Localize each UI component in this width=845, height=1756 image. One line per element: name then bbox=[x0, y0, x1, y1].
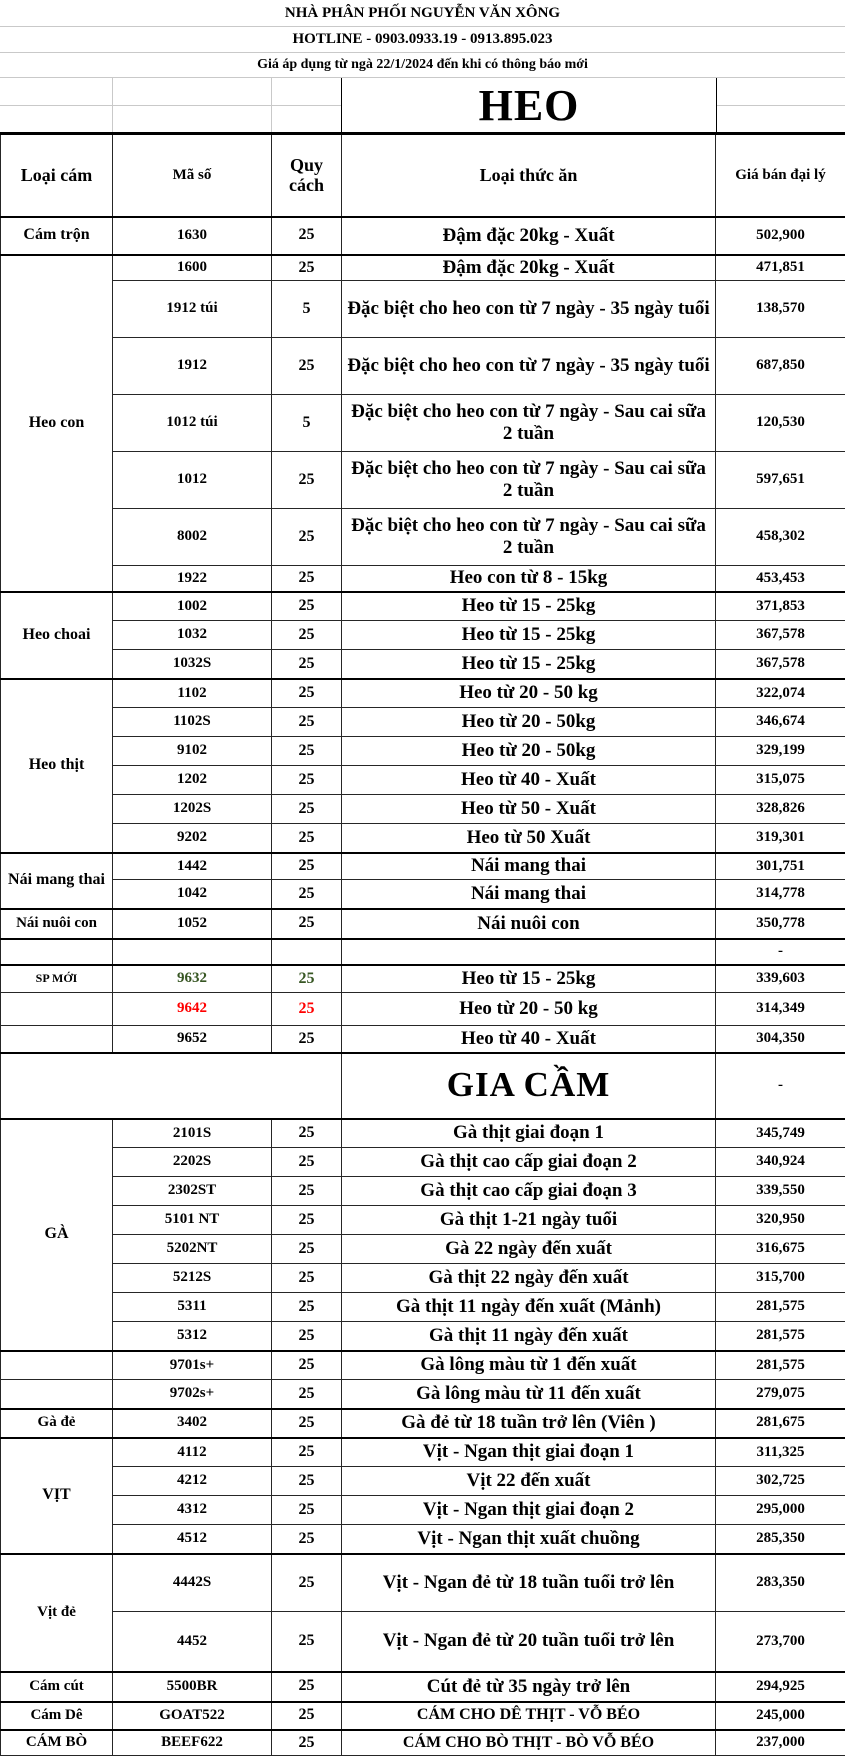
code-cell: 9202 bbox=[113, 824, 272, 853]
gridline bbox=[715, 105, 845, 106]
packaging-cell: 25 bbox=[272, 1496, 342, 1525]
code-cell: 1042 bbox=[113, 880, 272, 909]
group-cell bbox=[1, 1026, 113, 1053]
table-row bbox=[1, 993, 845, 1026]
feed-name-cell: Heo từ 20 - 50 kg bbox=[342, 679, 716, 708]
table-row bbox=[1, 965, 845, 993]
table-row bbox=[1, 1409, 845, 1438]
feed-name-cell: Đặc biệt cho heo con từ 7 ngày - Sau cai sữa 2 tuần bbox=[342, 509, 716, 566]
feed-name-cell: Heo từ 50 - Xuất bbox=[342, 795, 716, 824]
packaging-cell: 25 bbox=[272, 1148, 342, 1177]
price-cell: 237,000 bbox=[716, 1730, 845, 1756]
code-cell: 1202 bbox=[113, 766, 272, 795]
price-cell: 315,700 bbox=[716, 1264, 845, 1293]
price-cell: - bbox=[716, 1053, 845, 1119]
table-row bbox=[1, 1612, 845, 1672]
feed-name-cell: Gà lông màu từ 11 đến xuất bbox=[342, 1380, 716, 1409]
col-header-feed-name: Loại thức ăn bbox=[342, 134, 716, 217]
packaging-cell: 25 bbox=[272, 766, 342, 795]
packaging-cell: 25 bbox=[272, 509, 342, 566]
packaging-cell bbox=[272, 939, 342, 965]
feed-name-cell: Heo từ 15 - 25kg bbox=[342, 592, 716, 621]
feed-name-cell: Vịt - Ngan thịt giai đoạn 1 bbox=[342, 1438, 716, 1467]
packaging-cell: 25 bbox=[272, 1702, 342, 1730]
packaging-cell: 25 bbox=[272, 1119, 342, 1148]
title-bar bbox=[0, 0, 845, 78]
table-row bbox=[1, 1525, 845, 1554]
table-row bbox=[1, 679, 845, 708]
table-row bbox=[1, 1119, 845, 1148]
price-cell: 322,074 bbox=[716, 679, 845, 708]
table-row bbox=[1, 737, 845, 766]
feed-name-cell: Gà 22 ngày đến xuất bbox=[342, 1235, 716, 1264]
group-cell: Heo choai bbox=[1, 592, 113, 679]
table-row bbox=[1, 1177, 845, 1206]
price-table-body bbox=[1, 217, 845, 1756]
code-cell: 5202NT bbox=[113, 1235, 272, 1264]
table-row bbox=[1, 880, 845, 909]
table-row bbox=[1, 939, 845, 965]
group-cell: Nái mang thai bbox=[1, 853, 113, 909]
packaging-cell: 5 bbox=[272, 395, 342, 452]
price-cell: 502,900 bbox=[716, 217, 845, 255]
table-row bbox=[1, 1206, 845, 1235]
price-cell: 273,700 bbox=[716, 1612, 845, 1672]
price-cell: 597,651 bbox=[716, 452, 845, 509]
table-row bbox=[1, 1438, 845, 1467]
group-cell: CÁM BÒ bbox=[1, 1730, 113, 1756]
code-cell: 4312 bbox=[113, 1496, 272, 1525]
feed-name-cell: Heo từ 20 - 50kg bbox=[342, 737, 716, 766]
feed-name-cell: Gà thịt cao cấp giai đoạn 3 bbox=[342, 1177, 716, 1206]
packaging-cell: 25 bbox=[272, 993, 342, 1026]
price-cell: 138,570 bbox=[716, 281, 845, 338]
price-cell: 316,675 bbox=[716, 1235, 845, 1264]
price-cell: 302,725 bbox=[716, 1467, 845, 1496]
price-cell: 294,925 bbox=[716, 1672, 845, 1702]
table-row bbox=[1, 509, 845, 566]
code-cell: 4212 bbox=[113, 1467, 272, 1496]
price-cell: 281,575 bbox=[716, 1293, 845, 1322]
price-cell: 319,301 bbox=[716, 824, 845, 853]
table-row bbox=[1, 1351, 845, 1380]
code-cell: 1922 bbox=[113, 566, 272, 592]
feed-name-cell: Heo từ 15 - 25kg bbox=[342, 965, 716, 993]
packaging-cell: 25 bbox=[272, 1612, 342, 1672]
table-row bbox=[1, 1554, 845, 1612]
section-title-cell: GIA CẦM bbox=[342, 1053, 716, 1119]
code-cell bbox=[113, 939, 272, 965]
header-row bbox=[1, 134, 845, 217]
code-cell: 1600 bbox=[113, 255, 272, 281]
price-cell: 295,000 bbox=[716, 1496, 845, 1525]
section-spacer-cell bbox=[1, 1053, 342, 1119]
price-cell: 281,575 bbox=[716, 1351, 845, 1380]
feed-name-cell: Gà thịt 11 ngày đến xuất bbox=[342, 1322, 716, 1351]
price-cell: 453,453 bbox=[716, 566, 845, 592]
price-cell: 371,853 bbox=[716, 592, 845, 621]
code-cell: 5311 bbox=[113, 1293, 272, 1322]
feed-name-cell: Gà đẻ từ 18 tuần trở lên (Viên ) bbox=[342, 1409, 716, 1438]
table-row bbox=[1, 1467, 845, 1496]
table-row bbox=[1, 395, 845, 452]
packaging-cell: 25 bbox=[272, 853, 342, 880]
table-row bbox=[1, 909, 845, 939]
price-cell: 340,924 bbox=[716, 1148, 845, 1177]
feed-name-cell: Gà thịt giai đoạn 1 bbox=[342, 1119, 716, 1148]
packaging-cell: 25 bbox=[272, 1293, 342, 1322]
feed-name-cell: Gà thịt 11 ngày đến xuất (Mảnh) bbox=[342, 1293, 716, 1322]
feed-name-cell: Nái nuôi con bbox=[342, 909, 716, 939]
price-cell: 279,075 bbox=[716, 1380, 845, 1409]
col-header-feed-group: Loại cám bbox=[1, 134, 113, 217]
table-row bbox=[1, 1380, 845, 1409]
packaging-cell: 25 bbox=[272, 708, 342, 737]
group-cell bbox=[1, 993, 113, 1026]
table-row bbox=[1, 1293, 845, 1322]
price-cell: 329,199 bbox=[716, 737, 845, 766]
packaging-cell: 25 bbox=[272, 217, 342, 255]
price-cell: 311,325 bbox=[716, 1438, 845, 1467]
feed-name-cell: Gà lông màu từ 1 đến xuất bbox=[342, 1351, 716, 1380]
table-row bbox=[1, 621, 845, 650]
code-cell: 1912 bbox=[113, 338, 272, 395]
price-cell: 471,851 bbox=[716, 255, 845, 281]
code-cell: 1912 túi bbox=[113, 281, 272, 338]
code-cell: BEEF622 bbox=[113, 1730, 272, 1756]
price-cell: 283,350 bbox=[716, 1554, 845, 1612]
feed-name-cell: Gà thịt 22 ngày đến xuất bbox=[342, 1264, 716, 1293]
feed-name-cell: Vịt - Ngan thịt xuất chuồng bbox=[342, 1525, 716, 1554]
table-row bbox=[1, 566, 845, 592]
packaging-cell: 25 bbox=[272, 737, 342, 766]
code-cell: 5101 NT bbox=[113, 1206, 272, 1235]
table-row bbox=[1, 338, 845, 395]
col-header-price: Giá bán đại lý bbox=[716, 134, 845, 217]
group-cell: Nái nuôi con bbox=[1, 909, 113, 939]
table-row bbox=[1, 1322, 845, 1351]
packaging-cell: 25 bbox=[272, 679, 342, 708]
feed-name-cell: Đặc biệt cho heo con từ 7 ngày - 35 ngày tuổi bbox=[342, 338, 716, 395]
feed-name-cell: Gà thịt 1-21 ngày tuổi bbox=[342, 1206, 716, 1235]
feed-name-cell: Heo từ 50 Xuất bbox=[342, 824, 716, 853]
table-row bbox=[1, 1264, 845, 1293]
code-cell: 5500BR bbox=[113, 1672, 272, 1702]
code-cell: 1002 bbox=[113, 592, 272, 621]
table-row bbox=[1, 650, 845, 679]
code-cell: 8002 bbox=[113, 509, 272, 566]
code-cell: 1102 bbox=[113, 679, 272, 708]
packaging-cell: 25 bbox=[272, 338, 342, 395]
price-cell: - bbox=[716, 939, 845, 965]
feed-name-cell: Đặc biệt cho heo con từ 7 ngày - Sau cai sữa 2 tuần bbox=[342, 395, 716, 452]
feed-name-cell: Heo từ 40 - Xuất bbox=[342, 766, 716, 795]
code-cell: 5212S bbox=[113, 1264, 272, 1293]
packaging-cell: 25 bbox=[272, 1235, 342, 1264]
code-cell: 1102S bbox=[113, 708, 272, 737]
feed-name-cell: Đặc biệt cho heo con từ 7 ngày - Sau cai sữa 2 tuần bbox=[342, 452, 716, 509]
code-cell: 4442S bbox=[113, 1554, 272, 1612]
feed-name-cell: Nái mang thai bbox=[342, 853, 716, 880]
price-cell: 120,530 bbox=[716, 395, 845, 452]
price-cell: 687,850 bbox=[716, 338, 845, 395]
price-table bbox=[0, 132, 845, 1756]
price-cell: 314,778 bbox=[716, 880, 845, 909]
code-cell: 1052 bbox=[113, 909, 272, 939]
feed-name-cell: Heo từ 15 - 25kg bbox=[342, 621, 716, 650]
group-cell: SP MỚI bbox=[1, 965, 113, 993]
feed-name-cell: CÁM CHO BÒ THỊT - BÒ VỖ BÉO bbox=[342, 1730, 716, 1756]
section-row bbox=[1, 1053, 845, 1119]
group-cell: Vịt đẻ bbox=[1, 1554, 113, 1672]
packaging-cell: 25 bbox=[272, 909, 342, 939]
price-cell: 314,349 bbox=[716, 993, 845, 1026]
code-cell: 9701s+ bbox=[113, 1351, 272, 1380]
group-cell bbox=[1, 1380, 113, 1409]
table-row bbox=[1, 1235, 845, 1264]
price-cell: 281,575 bbox=[716, 1322, 845, 1351]
price-cell: 315,075 bbox=[716, 766, 845, 795]
feed-name-cell: Heo con từ 8 - 15kg bbox=[342, 566, 716, 592]
distributor-title: NHÀ PHÂN PHỐI NGUYỄN VĂN XÔNG bbox=[0, 0, 845, 27]
feed-name-cell: CÁM CHO DÊ THỊT - VỖ BÉO bbox=[342, 1702, 716, 1730]
group-cell: Heo con bbox=[1, 255, 113, 592]
code-cell: 2302ST bbox=[113, 1177, 272, 1206]
packaging-cell: 25 bbox=[272, 1351, 342, 1380]
packaging-cell: 25 bbox=[272, 1026, 342, 1053]
gridline bbox=[0, 105, 341, 106]
table-row bbox=[1, 766, 845, 795]
group-cell: Cám Dê bbox=[1, 1702, 113, 1730]
price-cell: 301,751 bbox=[716, 853, 845, 880]
price-cell: 281,675 bbox=[716, 1409, 845, 1438]
feed-name-cell: Cút đẻ từ 35 ngày trở lên bbox=[342, 1672, 716, 1702]
code-cell: 9652 bbox=[113, 1026, 272, 1053]
packaging-cell: 25 bbox=[272, 1380, 342, 1409]
feed-name-cell: Heo từ 15 - 25kg bbox=[342, 650, 716, 679]
col-header-code: Mã số bbox=[113, 134, 272, 217]
feed-name-cell: Nái mang thai bbox=[342, 880, 716, 909]
table-row bbox=[1, 1148, 845, 1177]
heo-section-band bbox=[0, 78, 845, 132]
col-header-packaging: Quy cách bbox=[272, 134, 342, 217]
price-cell: 346,674 bbox=[716, 708, 845, 737]
code-cell: 9632 bbox=[113, 965, 272, 993]
feed-name-cell: Vịt - Ngan thịt giai đoạn 2 bbox=[342, 1496, 716, 1525]
packaging-cell: 25 bbox=[272, 1467, 342, 1496]
code-cell: 1202S bbox=[113, 795, 272, 824]
packaging-cell: 25 bbox=[272, 824, 342, 853]
packaging-cell: 25 bbox=[272, 880, 342, 909]
group-cell bbox=[1, 939, 113, 965]
packaging-cell: 25 bbox=[272, 1206, 342, 1235]
group-cell: Cám cút bbox=[1, 1672, 113, 1702]
packaging-cell: 25 bbox=[272, 1525, 342, 1554]
code-cell: 1032 bbox=[113, 621, 272, 650]
table-row bbox=[1, 708, 845, 737]
packaging-cell: 25 bbox=[272, 1409, 342, 1438]
table-row bbox=[1, 1702, 845, 1730]
group-cell: VỊT bbox=[1, 1438, 113, 1554]
price-cell: 339,550 bbox=[716, 1177, 845, 1206]
packaging-cell: 25 bbox=[272, 452, 342, 509]
table-row bbox=[1, 824, 845, 853]
table-row bbox=[1, 1672, 845, 1702]
packaging-cell: 5 bbox=[272, 281, 342, 338]
code-cell: 2101S bbox=[113, 1119, 272, 1148]
group-cell bbox=[1, 1351, 113, 1380]
table-row bbox=[1, 281, 845, 338]
table-row bbox=[1, 217, 845, 255]
code-cell: 1032S bbox=[113, 650, 272, 679]
packaging-cell: 25 bbox=[272, 650, 342, 679]
price-cell: 339,603 bbox=[716, 965, 845, 993]
code-cell: 4512 bbox=[113, 1525, 272, 1554]
price-cell: 320,950 bbox=[716, 1206, 845, 1235]
price-cell: 285,350 bbox=[716, 1525, 845, 1554]
feed-name-cell: Đậm đặc 20kg - Xuất bbox=[342, 217, 716, 255]
feed-name-cell: Vịt 22 đến xuất bbox=[342, 1467, 716, 1496]
feed-name-cell: Heo từ 20 - 50 kg bbox=[342, 993, 716, 1026]
code-cell: 1012 túi bbox=[113, 395, 272, 452]
feed-name-cell: Heo từ 20 - 50kg bbox=[342, 708, 716, 737]
price-cell: 367,578 bbox=[716, 621, 845, 650]
price-cell: 367,578 bbox=[716, 650, 845, 679]
feed-name-cell: Heo từ 40 - Xuất bbox=[342, 1026, 716, 1053]
code-cell: 1442 bbox=[113, 853, 272, 880]
feed-name-cell: Vịt - Ngan đẻ từ 20 tuần tuổi trở lên bbox=[342, 1612, 716, 1672]
feed-name-cell: Đặc biệt cho heo con từ 7 ngày - 35 ngày tuổi bbox=[342, 281, 716, 338]
packaging-cell: 25 bbox=[272, 1438, 342, 1467]
group-cell: Gà đẻ bbox=[1, 1409, 113, 1438]
code-cell: 5312 bbox=[113, 1322, 272, 1351]
code-cell: 9702s+ bbox=[113, 1380, 272, 1409]
packaging-cell: 25 bbox=[272, 1264, 342, 1293]
price-cell: 328,826 bbox=[716, 795, 845, 824]
code-cell: 9102 bbox=[113, 737, 272, 766]
packaging-cell: 25 bbox=[272, 592, 342, 621]
group-cell: Heo thịt bbox=[1, 679, 113, 853]
code-cell: GOAT522 bbox=[113, 1702, 272, 1730]
feed-name-cell: Gà thịt cao cấp giai đoạn 2 bbox=[342, 1148, 716, 1177]
packaging-cell: 25 bbox=[272, 1554, 342, 1612]
packaging-cell: 25 bbox=[272, 795, 342, 824]
packaging-cell: 25 bbox=[272, 965, 342, 993]
heo-section-title: HEO bbox=[341, 78, 717, 132]
feed-name-cell: Vịt - Ngan đẻ từ 18 tuần tuổi trở lên bbox=[342, 1554, 716, 1612]
price-cell: 304,350 bbox=[716, 1026, 845, 1053]
table-row bbox=[1, 853, 845, 880]
price-validity-note: Giá áp dụng từ ngà 22/1/2024 đến khi có thông báo mới bbox=[0, 53, 845, 78]
code-cell: 1012 bbox=[113, 452, 272, 509]
code-cell: 2202S bbox=[113, 1148, 272, 1177]
packaging-cell: 25 bbox=[272, 566, 342, 592]
group-cell: Cám trộn bbox=[1, 217, 113, 255]
price-cell: 245,000 bbox=[716, 1702, 845, 1730]
table-row bbox=[1, 795, 845, 824]
packaging-cell: 25 bbox=[272, 1322, 342, 1351]
packaging-cell: 25 bbox=[272, 1672, 342, 1702]
table-row bbox=[1, 452, 845, 509]
code-cell: 9642 bbox=[113, 993, 272, 1026]
group-cell: GÀ bbox=[1, 1119, 113, 1351]
table-row bbox=[1, 255, 845, 281]
code-cell: 3402 bbox=[113, 1409, 272, 1438]
code-cell: 1630 bbox=[113, 217, 272, 255]
code-cell: 4452 bbox=[113, 1612, 272, 1672]
packaging-cell: 25 bbox=[272, 1177, 342, 1206]
packaging-cell: 25 bbox=[272, 255, 342, 281]
table-row bbox=[1, 1496, 845, 1525]
packaging-cell: 25 bbox=[272, 1730, 342, 1756]
table-row bbox=[1, 1026, 845, 1053]
feed-name-cell bbox=[342, 939, 716, 965]
hotline: HOTLINE - 0903.0933.19 - 0913.895.023 bbox=[0, 27, 845, 53]
price-cell: 350,778 bbox=[716, 909, 845, 939]
code-cell: 4112 bbox=[113, 1438, 272, 1467]
feed-name-cell: Đậm đặc 20kg - Xuất bbox=[342, 255, 716, 281]
table-row bbox=[1, 592, 845, 621]
price-cell: 458,302 bbox=[716, 509, 845, 566]
packaging-cell: 25 bbox=[272, 621, 342, 650]
price-cell: 345,749 bbox=[716, 1119, 845, 1148]
